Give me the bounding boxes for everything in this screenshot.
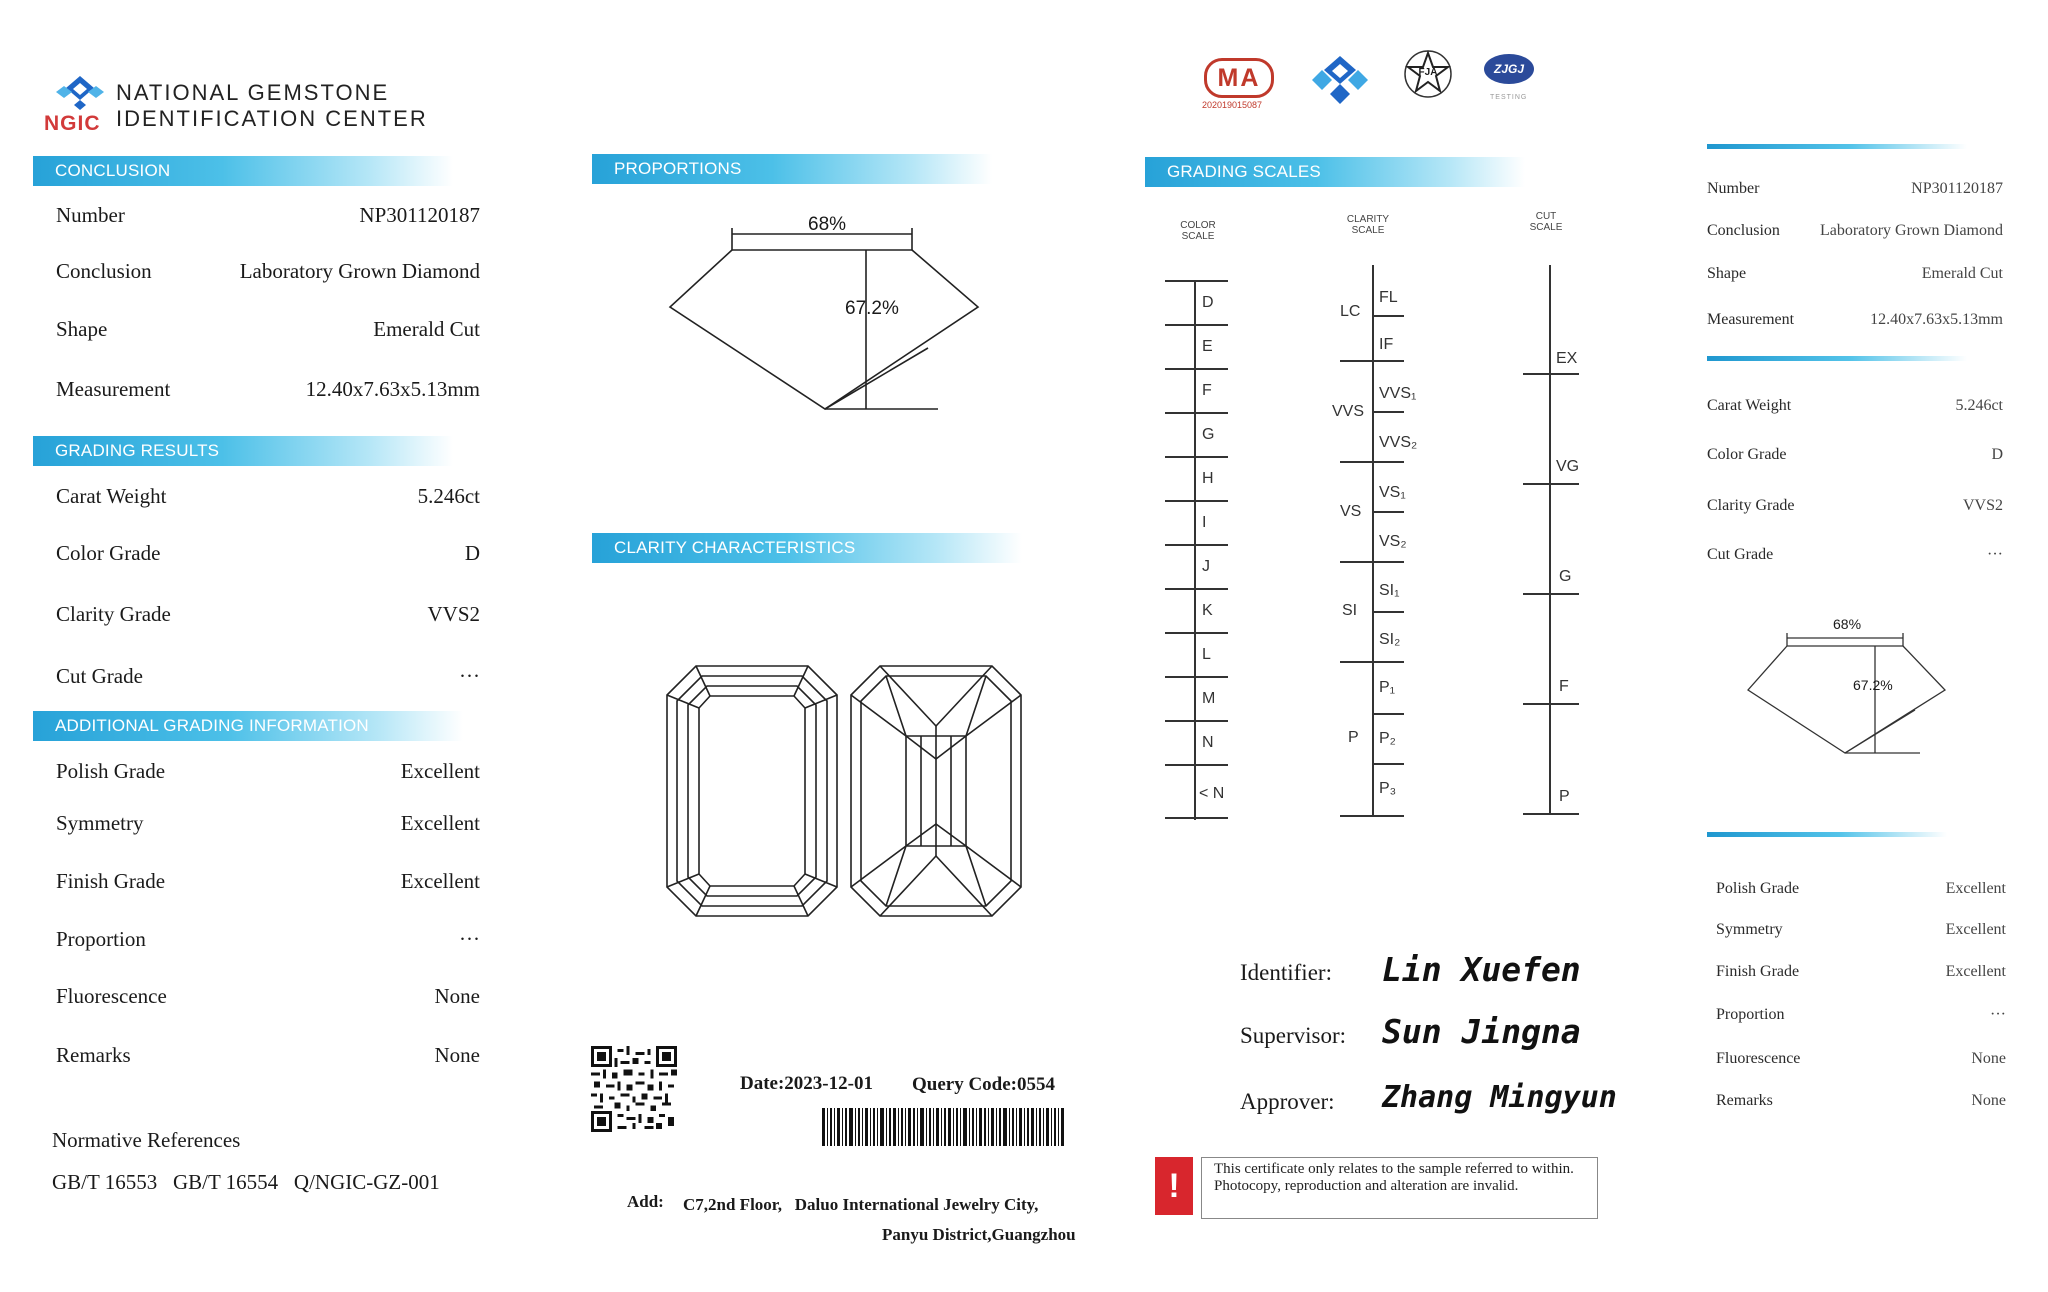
clarity-tick xyxy=(1340,561,1374,563)
clarity-grade-label: Clarity Grade xyxy=(56,602,171,626)
cut-grade-f: F xyxy=(1559,678,1569,695)
summary-clarity-label: Clarity Grade xyxy=(1707,497,1795,514)
proportions-header: PROPORTIONS xyxy=(592,154,992,184)
shape-value: Emerald Cut xyxy=(373,317,480,341)
fluorescence-value: None xyxy=(434,984,480,1008)
diamond-logo-icon xyxy=(1310,54,1370,106)
polish-grade-label: Polish Grade xyxy=(56,759,166,783)
cut-tick xyxy=(1523,593,1579,595)
cut-tick xyxy=(1523,483,1579,485)
fja-text: FJA xyxy=(1418,67,1438,78)
cut-tick xyxy=(1523,703,1579,705)
clarity-scale-title xyxy=(1340,214,1396,236)
summary-measurement-value: 12.40x7.63x5.13mm xyxy=(1870,311,2003,328)
identifier-signature: Lin Xuefen xyxy=(1382,950,1581,989)
color-scale-title xyxy=(1170,220,1226,242)
address-line2: Panyu District,Guangzhou xyxy=(882,1225,1076,1244)
cut-grade-g: G xyxy=(1559,568,1572,585)
clarity-subtick xyxy=(1372,815,1404,817)
qr-code[interactable] xyxy=(591,1046,677,1132)
query-code: Query Code:0554 xyxy=(912,1074,1056,1095)
remarks-row xyxy=(56,1043,480,1079)
clarity-grade-vvs1: VVS₁ xyxy=(1379,385,1417,402)
ngic-diamond-icon xyxy=(50,74,110,114)
clarity-grade-fl: FL xyxy=(1379,289,1398,306)
summary-symmetry-row xyxy=(1716,921,2006,947)
measurement-label: Measurement xyxy=(56,377,171,401)
summary-polish-value: Excellent xyxy=(1945,880,2006,897)
symmetry-label: Symmetry xyxy=(56,811,144,835)
summary-symmetry-value: Excellent xyxy=(1945,921,2006,938)
clarity-grade-si2: SI₂ xyxy=(1379,631,1401,648)
color-tick xyxy=(1165,632,1228,634)
conclusion-row xyxy=(56,259,480,295)
summary-cut-row xyxy=(1707,546,2003,572)
color-grade-h: H xyxy=(1202,470,1214,487)
clarity-tick xyxy=(1340,461,1374,463)
color-grade-label: Color Grade xyxy=(56,541,161,565)
symmetry-value: Excellent xyxy=(400,811,480,835)
proportion-label: Proportion xyxy=(56,927,146,951)
ngic-logo xyxy=(44,74,114,138)
color-grade-k: K xyxy=(1202,602,1213,619)
depth-percentage: 67.2% xyxy=(845,298,899,319)
finish-grade-label: Finish Grade xyxy=(56,869,166,893)
fluorescence-label: Fluorescence xyxy=(56,984,167,1008)
number-value: NP301120187 xyxy=(359,203,480,227)
carat-weight-label: Carat Weight xyxy=(56,484,167,508)
address-line1: C7,2nd Floor, Daluo International Jewelry City, xyxy=(683,1195,1039,1214)
clarity-scale xyxy=(1320,265,1430,825)
cut-scale-title-line1: CUT xyxy=(1535,211,1557,222)
summary-remarks-row xyxy=(1716,1092,2006,1118)
summary-conclusion-row xyxy=(1707,222,2003,248)
finish-grade-value: Excellent xyxy=(400,869,480,893)
summary-proportions-diagram xyxy=(1745,610,1955,760)
ngic-abbr: NGIC xyxy=(44,112,101,135)
summary-number-row xyxy=(1707,180,2003,206)
summary-finish-label: Finish Grade xyxy=(1716,963,1800,980)
clarity-group-lc: LC xyxy=(1340,303,1361,320)
cut-grade-value: ··· xyxy=(459,664,480,688)
zjgj-logo xyxy=(1482,50,1542,108)
summary-diamond-profile xyxy=(1745,610,1955,760)
address-label: Add: xyxy=(627,1192,664,1211)
color-tick xyxy=(1165,412,1228,414)
summary-color-row xyxy=(1707,446,2003,472)
summary-color-label: Color Grade xyxy=(1707,446,1787,463)
color-grade-below-n: < N xyxy=(1199,785,1225,802)
summary-divider xyxy=(1707,356,1967,361)
approver-signature: Zhang Mingyun xyxy=(1382,1080,1617,1115)
summary-finish-row xyxy=(1716,963,2006,989)
summary-depth-pct: 67.2% xyxy=(1853,677,1893,693)
cma-logo xyxy=(1200,58,1280,114)
summary-proportion-label: Proportion xyxy=(1716,1006,1785,1023)
color-tick xyxy=(1165,456,1228,458)
symmetry-row xyxy=(56,811,480,847)
color-scale-axis xyxy=(1194,280,1196,820)
clarity-tick xyxy=(1340,815,1374,817)
clarity-subtick xyxy=(1372,611,1404,613)
polish-grade-row xyxy=(56,759,480,795)
cut-grade-ex: EX xyxy=(1556,350,1578,367)
cut-grade-p: P xyxy=(1559,788,1570,805)
clarity-group-vs: VS xyxy=(1340,503,1362,520)
color-tick xyxy=(1165,324,1228,326)
summary-divider xyxy=(1707,144,1967,149)
summary-fluorescence-row xyxy=(1716,1050,2006,1076)
carat-weight-value: 5.246ct xyxy=(417,484,480,508)
summary-cut-label: Cut Grade xyxy=(1707,546,1774,563)
summary-divider xyxy=(1707,832,1947,837)
color-grade-m: M xyxy=(1202,690,1216,707)
cut-scale-title-line2: SCALE xyxy=(1529,222,1563,233)
color-tick xyxy=(1165,588,1228,590)
cut-scale-axis xyxy=(1549,265,1551,815)
summary-symmetry-label: Symmetry xyxy=(1716,921,1783,938)
org-name-line1: NATIONAL GEMSTONE xyxy=(116,80,390,105)
clarity-subtick xyxy=(1372,661,1404,663)
clarity-subtick xyxy=(1372,360,1404,362)
clarity-group-p: P xyxy=(1348,729,1359,746)
summary-number-value: NP301120187 xyxy=(1911,180,2003,197)
color-grade-j: J xyxy=(1202,558,1210,575)
number-row xyxy=(56,203,480,239)
cut-grade-vg: VG xyxy=(1556,458,1580,475)
notice-text-box xyxy=(1201,1157,1598,1219)
supervisor-signature: Sun Jingna xyxy=(1382,1012,1581,1051)
color-tick xyxy=(1165,720,1228,722)
color-grade-f: F xyxy=(1202,382,1212,399)
issue-date: Date:2023-12-01 xyxy=(740,1073,873,1094)
color-tick xyxy=(1165,544,1228,546)
summary-remarks-label: Remarks xyxy=(1716,1092,1773,1109)
color-grade-i: I xyxy=(1202,514,1207,531)
summary-clarity-value: VVS2 xyxy=(1962,497,2003,514)
clarity-characteristics-header: CLARITY CHARACTERISTICS xyxy=(592,533,1022,563)
summary-carat-value: 5.246ct xyxy=(1955,397,2003,414)
clarity-subtick xyxy=(1372,511,1404,513)
notice-box xyxy=(1155,1153,1600,1221)
clarity-grade-vs1: VS₁ xyxy=(1379,484,1406,501)
clarity-grade-p3: P₃ xyxy=(1379,780,1397,797)
grading-scales-header: GRADING SCALES xyxy=(1145,157,1525,187)
color-tick xyxy=(1165,500,1228,502)
proportion-row xyxy=(56,927,480,963)
summary-measurement-label: Measurement xyxy=(1707,311,1795,328)
color-grade-l: L xyxy=(1202,646,1211,663)
table-percentage: 68% xyxy=(808,214,847,235)
summary-shape-value: Emerald Cut xyxy=(1921,265,2003,282)
measurement-value: 12.40x7.63x5.13mm xyxy=(305,377,480,401)
clarity-group-vvs: VVS xyxy=(1332,403,1365,420)
cut-tick xyxy=(1523,373,1579,375)
clarity-subtick xyxy=(1372,713,1404,715)
clarity-subtick xyxy=(1372,461,1404,463)
qr-code-icon xyxy=(591,1046,677,1132)
color-grade-e: E xyxy=(1202,338,1213,355)
ngic-small-logo xyxy=(1310,54,1370,106)
clarity-subtick xyxy=(1372,763,1404,765)
clarity-tick xyxy=(1340,661,1374,663)
color-tick xyxy=(1165,368,1228,370)
shape-row xyxy=(56,317,480,353)
clarity-scale-title-line1: CLARITY xyxy=(1346,214,1390,225)
cut-tick xyxy=(1523,813,1579,815)
proportion-value: ··· xyxy=(459,927,480,951)
summary-number-label: Number xyxy=(1707,180,1760,197)
cut-grade-label: Cut Grade xyxy=(56,664,143,688)
conclusion-label: Conclusion xyxy=(56,259,152,283)
clarity-grade-p2: P₂ xyxy=(1379,730,1396,747)
summary-remarks-value: None xyxy=(1971,1092,2006,1109)
summary-polish-label: Polish Grade xyxy=(1716,880,1800,897)
color-grade-value: D xyxy=(464,541,480,565)
cut-grade-row xyxy=(56,664,480,700)
color-grade-d: D xyxy=(1202,294,1214,311)
color-grade-g: G xyxy=(1202,426,1215,443)
clarity-subtick xyxy=(1372,315,1404,317)
clarity-tick xyxy=(1340,360,1374,362)
cma-mark: MA xyxy=(1204,58,1274,98)
fluorescence-row xyxy=(56,984,480,1020)
fja-logo xyxy=(1402,48,1454,100)
clarity-subtick xyxy=(1372,411,1404,413)
cma-number: 202019015087 xyxy=(1202,100,1263,110)
color-tick xyxy=(1165,764,1228,766)
notice-text: This certificate only relates to the sample referred to within. Photocopy, reproduction and alteration are invalid. xyxy=(1214,1161,1574,1194)
clarity-grade-row xyxy=(56,602,480,638)
summary-measurement-row xyxy=(1707,311,2003,337)
zjgj-sub: TESTING xyxy=(1490,94,1528,101)
clarity-grade-si1: SI₁ xyxy=(1379,582,1400,599)
measurement-row xyxy=(56,377,480,413)
summary-fluorescence-label: Fluorescence xyxy=(1716,1050,1801,1067)
summary-carat-label: Carat Weight xyxy=(1707,397,1792,414)
summary-fluorescence-value: None xyxy=(1971,1050,2006,1067)
clarity-group-si: SI xyxy=(1342,602,1358,619)
color-tick xyxy=(1165,280,1228,282)
clarity-grade-vvs2: VVS₂ xyxy=(1379,434,1418,451)
polish-grade-value: Excellent xyxy=(400,759,480,783)
color-scale xyxy=(1165,272,1235,822)
barcode-icon xyxy=(822,1108,1064,1146)
color-tick xyxy=(1165,676,1228,678)
warning-icon: ! xyxy=(1155,1157,1193,1215)
carat-weight-row xyxy=(56,484,480,520)
summary-carat-row xyxy=(1707,397,2003,423)
color-grade-n: N xyxy=(1202,734,1214,751)
summary-finish-value: Excellent xyxy=(1945,963,2006,980)
summary-shape-label: Shape xyxy=(1707,265,1747,282)
zjgj-mark: ZJGJ xyxy=(1484,54,1534,84)
emerald-cut-pavilion-diagram xyxy=(846,664,1026,919)
barcode[interactable] xyxy=(822,1108,1064,1146)
clarity-grade-value: VVS2 xyxy=(427,602,480,626)
number-label: Number xyxy=(56,203,125,227)
summary-conclusion-label: Conclusion xyxy=(1707,222,1780,239)
clarity-grade-p1: P₁ xyxy=(1379,679,1396,696)
clarity-grade-if: IF xyxy=(1379,336,1394,353)
additional-info-header: ADDITIONAL GRADING INFORMATION xyxy=(33,711,463,741)
summary-proportion-value: ··· xyxy=(1990,1006,2006,1023)
cut-scale-title xyxy=(1518,211,1574,233)
normative-references-list: GB/T 16553 GB/T 16554 Q/NGIC-GZ-001 xyxy=(52,1170,440,1194)
clarity-scale-axis xyxy=(1372,265,1374,817)
normative-references-title: Normative References xyxy=(52,1128,241,1152)
color-scale-title-line1: COLOR xyxy=(1180,220,1216,231)
emerald-cut-crown-diagram xyxy=(662,664,842,919)
grading-results-header: GRADING RESULTS xyxy=(33,436,453,466)
summary-polish-row xyxy=(1716,880,2006,906)
finish-grade-row xyxy=(56,869,480,905)
conclusion-value: Laboratory Grown Diamond xyxy=(239,259,480,283)
diamond-profile-diagram xyxy=(660,210,990,415)
color-grade-row xyxy=(56,541,480,577)
shape-label: Shape xyxy=(56,317,108,341)
summary-shape-row xyxy=(1707,265,2003,291)
color-scale-title-line2: SCALE xyxy=(1181,231,1215,242)
clarity-subtick xyxy=(1372,561,1404,563)
clarity-grade-vs2: VS₂ xyxy=(1379,533,1407,550)
clarity-scale-title-line2: SCALE xyxy=(1351,225,1385,236)
remarks-value: None xyxy=(434,1043,480,1067)
color-tick xyxy=(1165,817,1228,819)
summary-clarity-row xyxy=(1707,497,2003,523)
cut-scale xyxy=(1515,265,1595,825)
proportions-diagram xyxy=(660,210,990,415)
supervisor-label: Supervisor: xyxy=(1240,1023,1347,1048)
remarks-label: Remarks xyxy=(56,1043,131,1067)
approver-label: Approver: xyxy=(1240,1089,1335,1114)
summary-conclusion-value: Laboratory Grown Diamond xyxy=(1819,222,2003,239)
summary-color-value: D xyxy=(1991,446,2003,463)
summary-cut-value: ··· xyxy=(1987,546,2003,563)
clarity-plot xyxy=(662,664,1022,919)
org-name-line2: IDENTIFICATION CENTER xyxy=(116,106,428,131)
identifier-label: Identifier: xyxy=(1240,960,1332,985)
summary-table-pct: 68% xyxy=(1833,616,1862,632)
summary-proportion-row xyxy=(1716,1006,2006,1032)
conclusion-header: CONCLUSION xyxy=(33,156,453,186)
